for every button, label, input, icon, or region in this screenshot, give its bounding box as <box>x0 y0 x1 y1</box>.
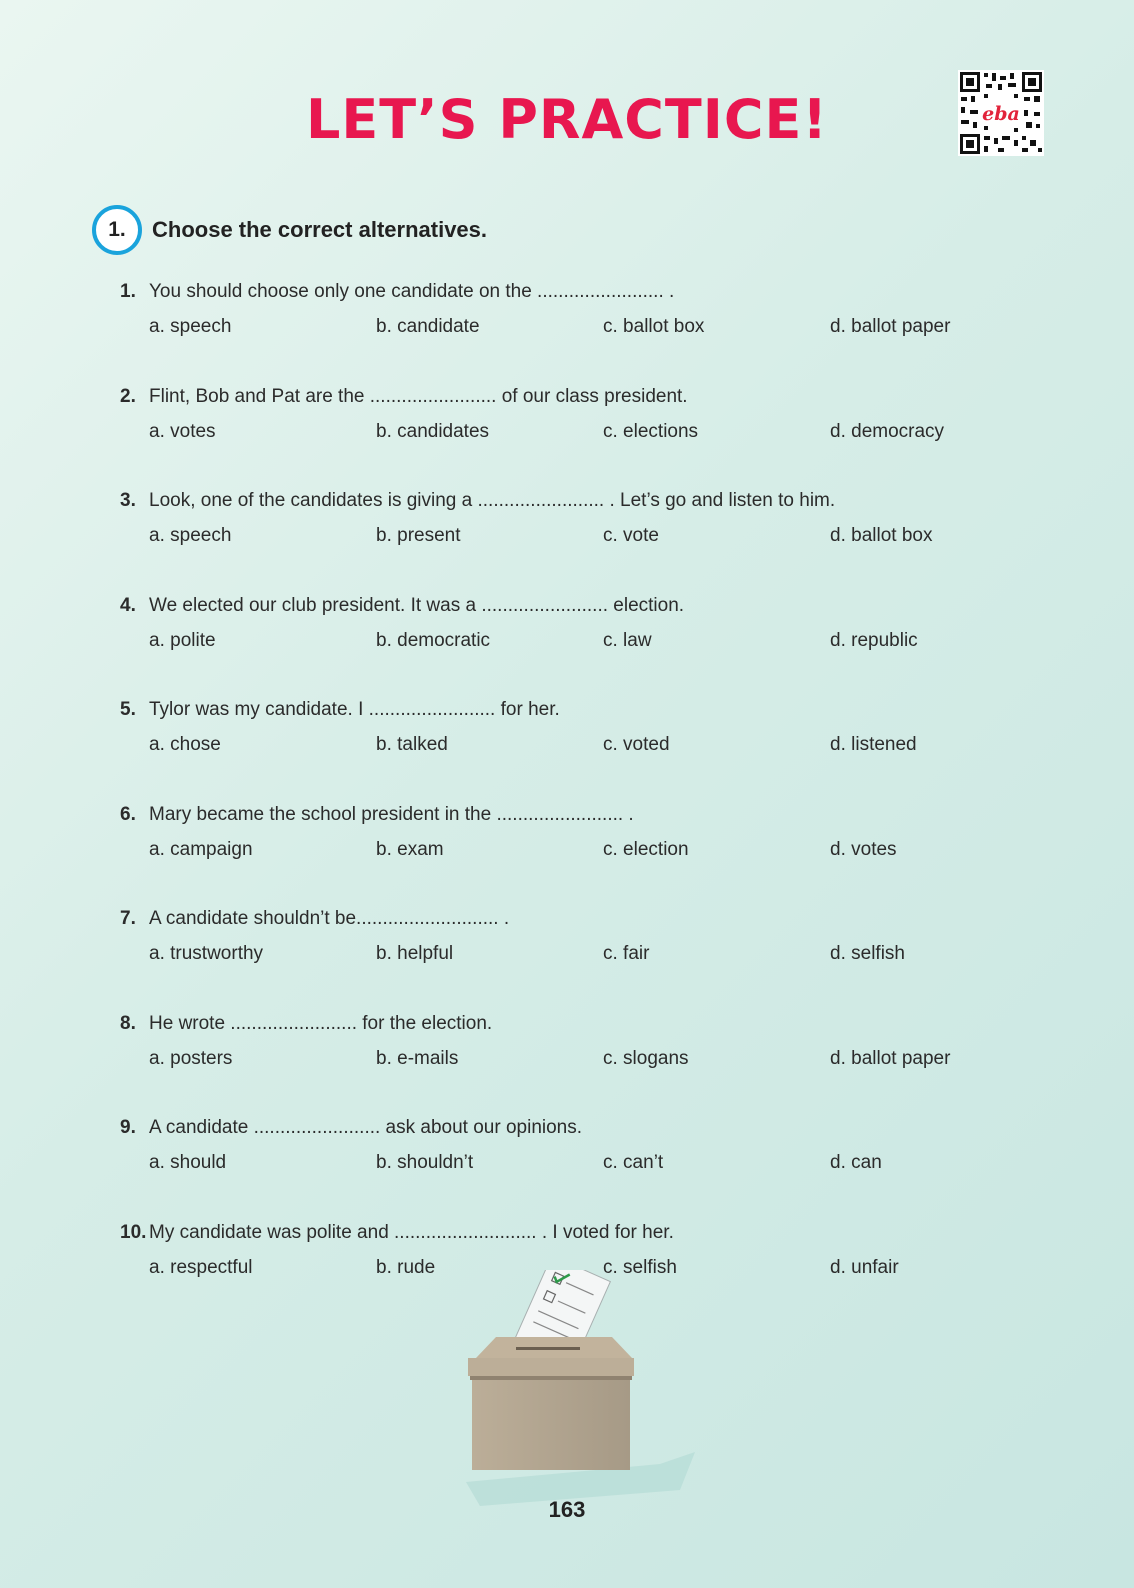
option-a[interactable]: a. should <box>149 1152 227 1173</box>
question-number: 1. <box>120 281 136 302</box>
page-number: 163 <box>548 1497 586 1522</box>
option-c[interactable]: c. ballot box <box>603 316 705 337</box>
question-text: Look, one of the candidates is giving a ........................ . Let’s go and listen to him. <box>149 490 836 511</box>
option-a[interactable]: a. campaign <box>149 839 253 860</box>
option-d[interactable]: d. listened <box>830 734 917 755</box>
option-a[interactable]: a. speech <box>149 316 232 337</box>
question-7 <box>120 907 1020 966</box>
option-c[interactable]: c. slogans <box>603 1048 689 1069</box>
option-d[interactable]: d. can <box>830 1152 882 1173</box>
question-6 <box>120 803 1020 862</box>
option-c[interactable]: c. law <box>603 630 652 651</box>
option-d[interactable]: d. votes <box>830 839 897 860</box>
page-title: LET’S PRACTICE! <box>306 88 828 151</box>
option-c[interactable]: c. election <box>603 839 689 860</box>
option-b[interactable]: b. present <box>376 525 461 546</box>
question-number: 3. <box>120 490 136 511</box>
ballot-box-icon <box>460 1270 700 1510</box>
question-number: 7. <box>120 908 136 929</box>
question-number: 4. <box>120 595 136 616</box>
option-a[interactable]: a. posters <box>149 1048 233 1069</box>
option-a[interactable]: a. speech <box>149 525 232 546</box>
option-b[interactable]: b. exam <box>376 839 444 860</box>
option-a[interactable]: a. polite <box>149 630 216 651</box>
option-c[interactable]: c. fair <box>603 943 650 964</box>
question-number: 2. <box>120 386 136 407</box>
option-b[interactable]: b. candidate <box>376 316 480 337</box>
question-3 <box>120 489 1020 548</box>
option-b[interactable]: b. rude <box>376 1257 436 1278</box>
option-c[interactable]: c. can’t <box>603 1152 664 1173</box>
question-number: 8. <box>120 1013 136 1034</box>
option-b[interactable]: b. e-mails <box>376 1048 459 1069</box>
option-c[interactable]: c. voted <box>603 734 670 755</box>
question-8 <box>120 1012 1020 1071</box>
option-a[interactable]: a. respectful <box>149 1257 253 1278</box>
question-text: My candidate was polite and ........................... . I voted for her. <box>149 1222 674 1243</box>
question-2 <box>120 385 1020 444</box>
option-d[interactable]: d. ballot paper <box>830 1048 951 1069</box>
option-d[interactable]: d. ballot box <box>830 525 933 546</box>
option-b[interactable]: b. talked <box>376 734 448 755</box>
question-text: Tylor was my candidate. I ........................ for her. <box>149 699 560 720</box>
option-b[interactable]: b. candidates <box>376 421 490 442</box>
question-9 <box>120 1116 1020 1175</box>
question-number: 9. <box>120 1117 136 1138</box>
option-a[interactable]: a. votes <box>149 421 216 442</box>
option-b[interactable]: b. helpful <box>376 943 454 964</box>
question-number: 5. <box>120 699 136 720</box>
question-text: You should choose only one candidate on the ........................ . <box>149 281 675 302</box>
option-a[interactable]: a. trustworthy <box>149 943 264 964</box>
option-c[interactable]: c. vote <box>603 525 659 546</box>
question-number: 10. <box>120 1222 147 1243</box>
question-text: We elected our club president. It was a ........................ election. <box>149 595 685 616</box>
question-text: A candidate ........................ ask about our opinions. <box>149 1117 583 1138</box>
question-text: He wrote ........................ for the election. <box>149 1013 493 1034</box>
section-instruction: Choose the correct alternatives. <box>152 217 488 242</box>
question-4 <box>120 594 1020 653</box>
option-c[interactable]: c. elections <box>603 421 699 442</box>
qr-logo-text: eba <box>982 103 1020 125</box>
question-text: Flint, Bob and Pat are the ........................ of our class president. <box>149 386 688 407</box>
option-a[interactable]: a. chose <box>149 734 221 755</box>
option-b[interactable]: b. democratic <box>376 630 491 651</box>
option-d[interactable]: d. selfish <box>830 943 905 964</box>
question-5 <box>120 698 1020 757</box>
option-d[interactable]: d. ballot paper <box>830 316 951 337</box>
qr-code-icon[interactable] <box>958 70 1044 156</box>
option-d[interactable]: d. unfair <box>830 1257 899 1278</box>
section-header <box>92 205 487 255</box>
question-text: A candidate shouldn’t be........................... . <box>149 908 510 929</box>
question-number: 6. <box>120 804 136 825</box>
question-1 <box>120 280 1020 339</box>
option-b[interactable]: b. shouldn’t <box>376 1152 474 1173</box>
option-d[interactable]: d. democracy <box>830 421 945 442</box>
option-d[interactable]: d. republic <box>830 630 918 651</box>
question-text: Mary became the school president in the ........................ . <box>149 804 634 825</box>
option-c[interactable]: c. selfish <box>603 1257 677 1278</box>
section-number: 1. <box>92 205 142 255</box>
